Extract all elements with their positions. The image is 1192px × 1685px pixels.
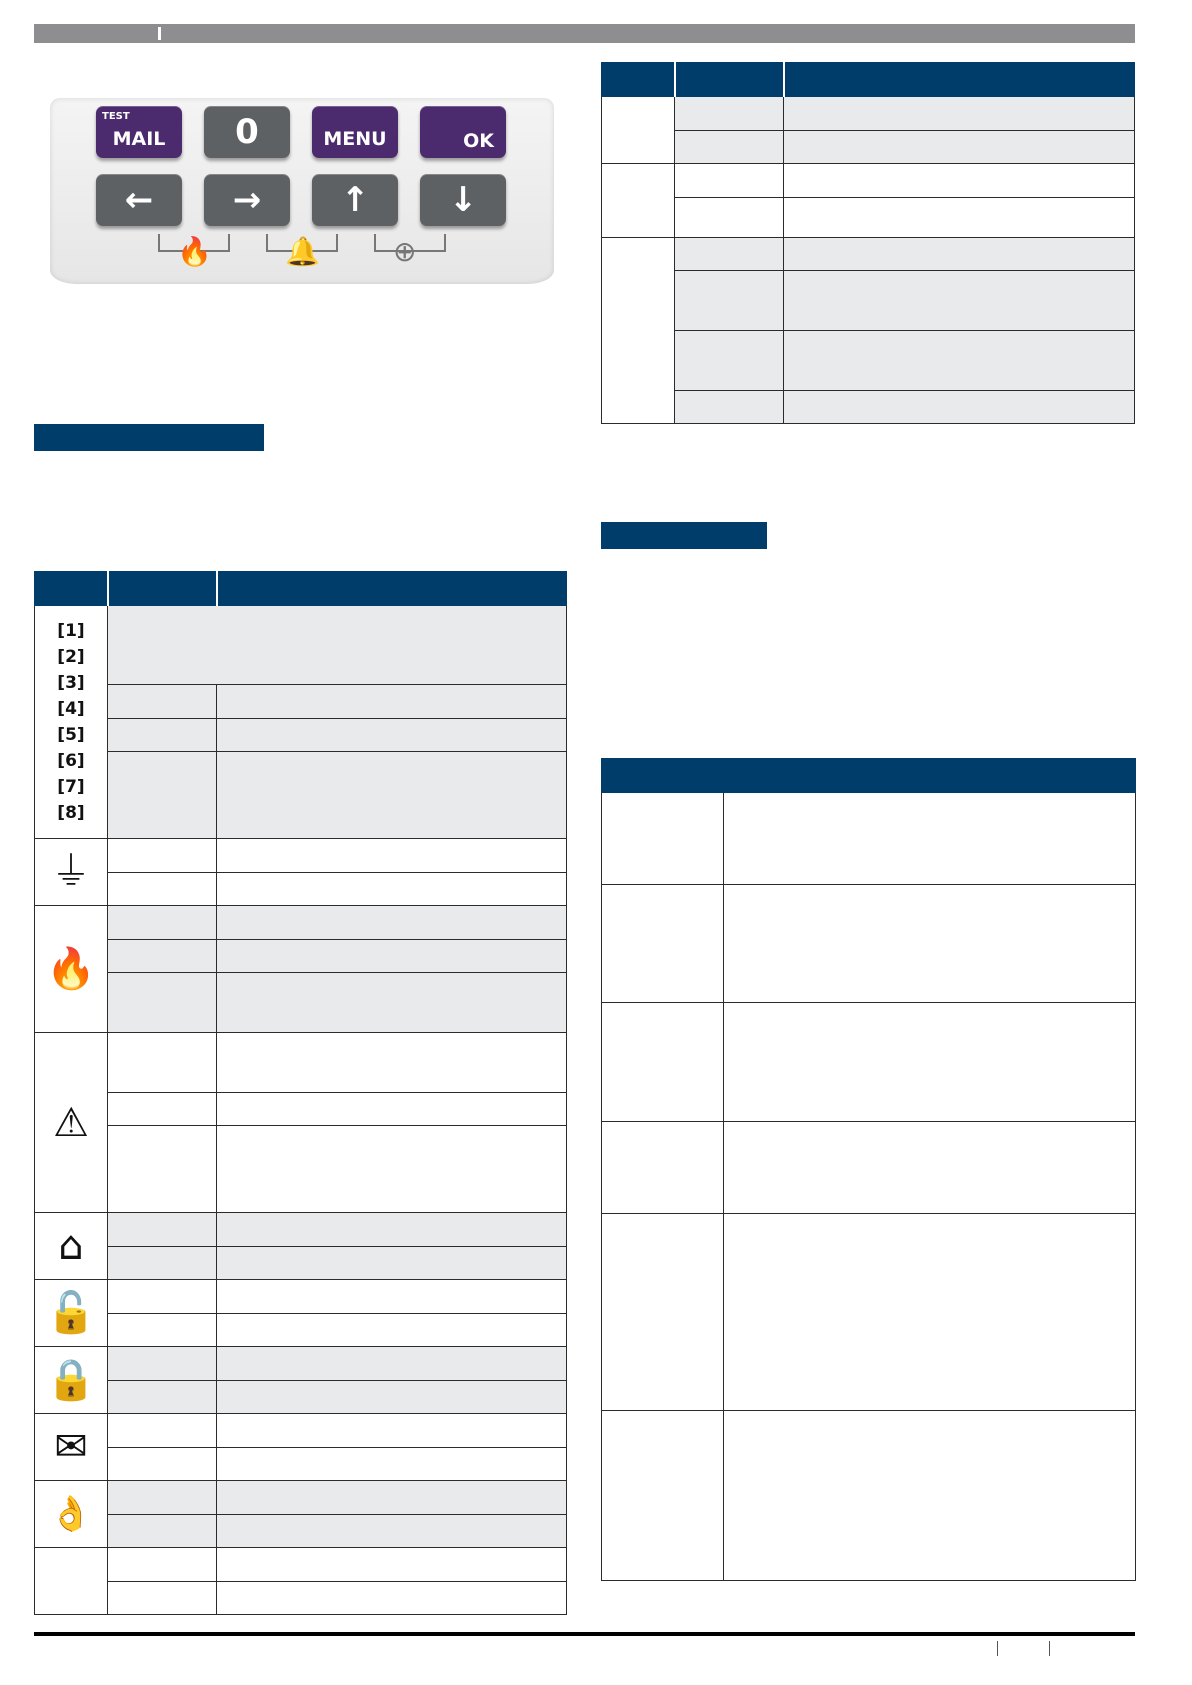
unlock-icon: 🔓 [46,1290,96,1336]
table-cell [724,885,1136,1003]
fire-icon-cell [35,906,108,1033]
header-divider [158,27,161,40]
table-cell [108,973,217,1033]
table-header-cell [602,63,675,97]
table-cell [108,1515,217,1548]
table-cell [217,719,567,752]
description-table [601,758,1136,1581]
arrow-up-icon: ↑ [340,180,370,220]
lock-icon: 🔒 [46,1357,96,1403]
key-function-table [601,62,1135,424]
table-cell [602,885,724,1003]
mail-key[interactable] [96,106,182,158]
footer-rule [34,1632,1135,1636]
mains-icon-cell [35,839,108,906]
table-header-cell [217,572,567,606]
bell-icon: 🔔 [285,236,320,267]
table-cell [217,1126,567,1213]
table-cell [217,1280,567,1314]
table-cell [217,973,567,1033]
table-cell [217,1033,567,1093]
table-cell [784,271,1135,331]
table-cell [217,685,567,719]
table-cell [108,1582,217,1615]
empty-icon-cell [35,1548,108,1615]
table-cell [784,331,1135,391]
table-cell [784,164,1135,198]
footer-divider [1049,1641,1050,1656]
up-arrow-key[interactable] [312,174,398,226]
ok-hand-icon: 👌 [49,1494,93,1534]
zone-8-icon: [8] [57,803,85,823]
table-cell [784,238,1135,271]
table-cell [675,131,784,164]
table-cell [217,1515,567,1548]
right-arrow-key[interactable] [204,174,290,226]
table-cell [724,1122,1136,1214]
ok-key-label: OK [463,130,494,152]
section-heading-bar [34,424,264,451]
ok-hand-icon-cell [35,1481,108,1548]
ok-key[interactable] [420,106,506,158]
fire-icon: 🔥 [46,946,96,992]
warning-icon-cell [35,1033,108,1213]
footer-divider [997,1641,998,1656]
left-arrow-key[interactable] [96,174,182,226]
table-cell [217,1548,567,1582]
table-cell [217,1093,567,1126]
table-cell [217,1414,567,1448]
fire-icon: 🔥 [177,236,212,267]
table-cell [602,1122,724,1214]
table-header-cell [675,63,784,97]
table-cell [217,1582,567,1615]
table-cell [602,164,675,238]
table-cell [217,1213,567,1247]
table-cell [784,131,1135,164]
zone-4-icon: [4] [57,699,85,719]
zone-icon-cell [35,606,108,839]
table-cell [675,391,784,424]
header-bar [34,24,1135,43]
table-cell [602,1411,724,1581]
table-cell [217,1448,567,1481]
table-cell [784,198,1135,238]
table-cell [602,97,675,164]
unlock-icon-cell [35,1280,108,1347]
table-cell [108,606,567,685]
table-cell [108,685,217,719]
table-cell [217,906,567,940]
zone-2-icon: [2] [57,647,85,667]
table-cell [217,873,567,906]
zone-3-icon: [3] [57,673,85,693]
table-header-cell [35,572,108,606]
home-icon-cell [35,1213,108,1280]
zone-5-icon: [5] [57,725,85,745]
table-cell [675,331,784,391]
down-arrow-key[interactable] [420,174,506,226]
table-cell [108,1548,217,1582]
table-cell [108,752,217,839]
table-cell [217,1247,567,1280]
table-cell [675,198,784,238]
table-cell [108,906,217,940]
table-cell [217,1481,567,1515]
table-cell [108,1033,217,1093]
keypad-image [50,98,554,284]
table-header-cell [602,759,1136,793]
table-cell [217,1381,567,1414]
table-cell [108,940,217,973]
mail-icon-cell [35,1414,108,1481]
table-cell [108,1347,217,1381]
indicator-table [34,571,567,1615]
menu-key-label: MENU [323,128,387,150]
table-cell [108,839,217,873]
table-cell [602,238,675,424]
warning-icon: ⚠ [53,1099,89,1146]
zone-1-icon: [1] [57,621,85,641]
mail-key-label: MAIL [112,128,166,150]
arrow-left-icon: ← [124,180,154,220]
table-cell [724,1003,1136,1122]
table-cell [675,271,784,331]
home-stay-icon: ⌂ [58,1223,84,1269]
section-heading-bar [601,522,767,549]
table-cell [108,1126,217,1213]
table-cell [602,1214,724,1411]
table-cell [602,1003,724,1122]
table-header-cell [784,63,1135,97]
table-header-cell [108,572,217,606]
table-cell [724,1411,1136,1581]
table-cell [724,1214,1136,1411]
table-cell [217,839,567,873]
table-cell [108,1414,217,1448]
lock-icon-cell [35,1347,108,1414]
mail-key-sublabel: TEST [102,111,130,122]
table-cell [108,1093,217,1126]
zero-key-label: 0 [235,112,259,152]
medical-cross-icon: ⊕ [393,236,417,267]
table-cell [724,793,1136,885]
table-cell [108,719,217,752]
table-cell [217,940,567,973]
menu-key[interactable] [312,106,398,158]
table-cell [217,752,567,839]
arrow-down-icon: ↓ [448,180,478,220]
table-cell [108,873,217,906]
table-cell [217,1347,567,1381]
table-cell [108,1481,217,1515]
zero-key[interactable] [204,106,290,158]
arrow-right-icon: → [232,180,262,220]
table-cell [675,164,784,198]
zone-7-icon: [7] [57,777,85,797]
table-cell [108,1314,217,1347]
table-cell [108,1381,217,1414]
mains-power-icon: ⏚ [51,849,91,895]
table-cell [784,391,1135,424]
table-cell [108,1448,217,1481]
table-cell [217,1314,567,1347]
zone-6-icon: [6] [57,751,85,771]
mail-icon: ✉ [54,1424,88,1470]
table-cell [675,97,784,131]
table-cell [675,238,784,271]
table-cell [784,97,1135,131]
table-cell [108,1247,217,1280]
table-cell [108,1213,217,1247]
table-cell [602,793,724,885]
table-cell [108,1280,217,1314]
